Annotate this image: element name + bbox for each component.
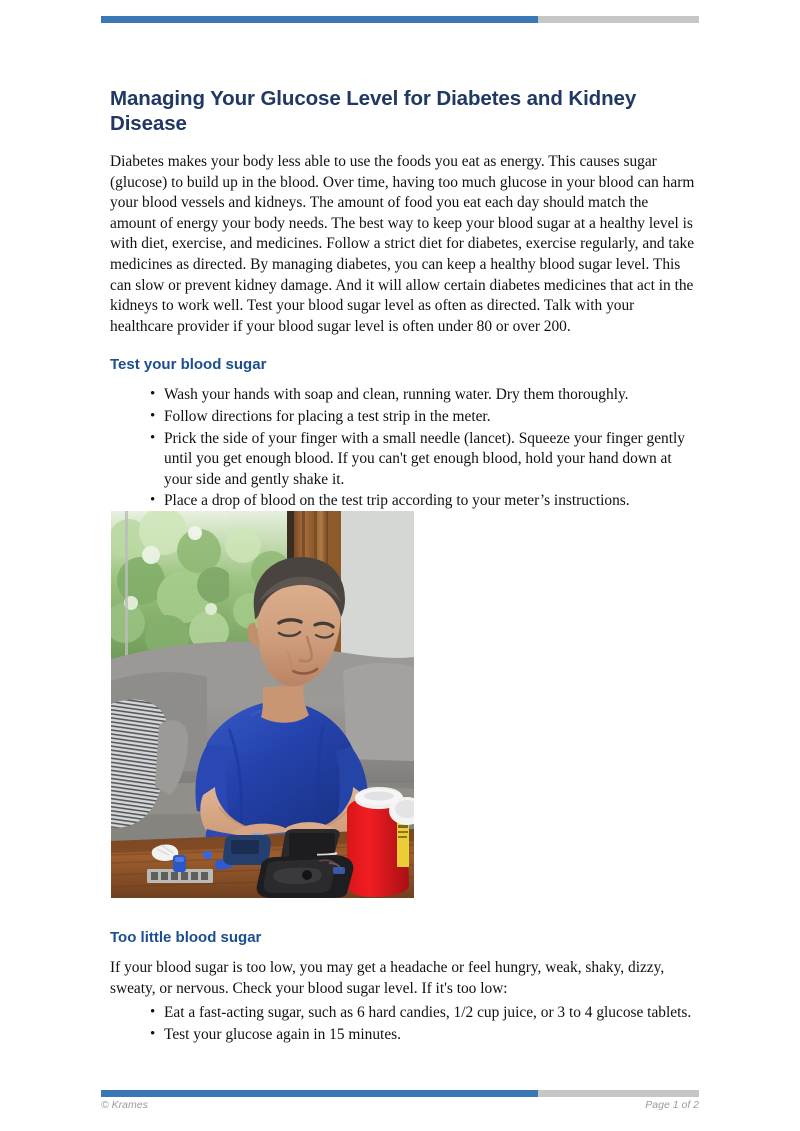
intro-paragraph: Diabetes makes your body less able to use the foods you eat as energy. This causes sugar (glucose) to build up in the blood. Over time, having too much glucose in your blood can harm your blood vessels and kidneys. The amount of food you eat each day should match the amount of energy your body needs. The best way to keep your blood sugar at a healthy level is with diet, exercise, and medicines. Follow a strict diet for diabetes, exercise regularly, and take medicines as directed. By managing diabetes, you can keep a healthy blood sugar level. This can slow or prevent kidney damage. And it will allow certain diabetes medicines that act in the kidneys to work well. Test your blood sugar level as often as directed. Talk with your healthcare provider if your blood sugar level is often under 80 or over 200. <box>110 153 695 335</box>
low-blood-sugar-paragraph: If your blood sugar is too low, you may get a headache or feel hungry, weak, shaky, dizzy, sweaty, or nervous. Check your blood sugar level. If it's too low: <box>110 959 665 997</box>
header-rule <box>101 16 699 23</box>
page-footer <box>101 1099 699 1111</box>
footer-rule-blue-segment <box>101 1090 538 1097</box>
list-item: • Place a drop of blood on the test trip according to your meter’s instructions. <box>150 491 696 512</box>
header-rule-gray-segment <box>538 16 699 23</box>
list-item: • Wash your hands with soap and clean, running water. Dry them thoroughly. <box>150 385 696 406</box>
page-title: Managing Your Glucose Level for Diabetes and Kidney Disease <box>110 87 637 135</box>
document-content <box>110 86 696 540</box>
list-item: • Follow directions for placing a test strip in the meter. <box>150 407 696 428</box>
document-content-lower <box>110 928 696 1051</box>
footer-rule-gray-segment <box>538 1090 699 1097</box>
page-number-label: Page 1 of 2 <box>645 1099 699 1111</box>
list-item: • Eat a fast-acting sugar, such as 6 hard candies, 1/2 cup juice, or 3 to 4 glucose tablets. <box>150 1003 696 1024</box>
header-rule-blue-segment <box>101 16 538 23</box>
too-little-blood-sugar-list <box>110 1003 696 1045</box>
list-item: • Prick the side of your finger with a small needle (lancet). Squeeze your finger gently until you get enough blood. If you can't get enough blood, hold your hand down at your side and gently shake it. <box>150 429 696 491</box>
copyright-label: © Krames <box>101 1099 148 1111</box>
section-heading-test-blood-sugar: Test your blood sugar <box>110 356 267 374</box>
glucose-testing-photo <box>111 511 414 898</box>
list-item: • Test your glucose again in 15 minutes. <box>150 1025 696 1046</box>
section-heading-too-little-blood-sugar: Too little blood sugar <box>110 929 262 946</box>
footer-rule <box>101 1090 699 1097</box>
